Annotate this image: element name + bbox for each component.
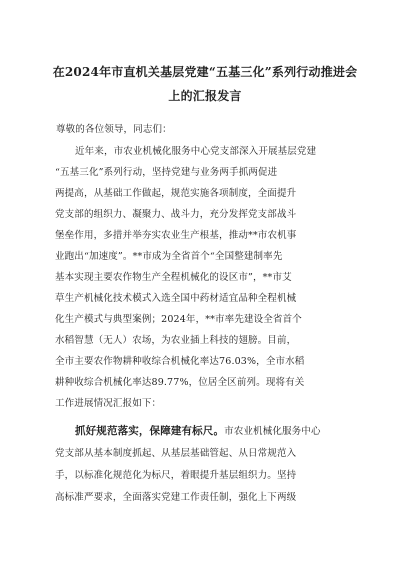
paragraph-line: 手，以标准化规范化为标尺，着眼提升基层组织力。坚持: [55, 470, 297, 481]
salutation: 尊敬的各位领导，同志们：: [56, 124, 172, 135]
section-1-first-line: [75, 425, 321, 438]
paragraph-line: 近年来，市农业机械化服务中心党支部深入开展基层党建: [75, 146, 317, 157]
paragraph-line: 全市主要农作物耕种收综合机械化率达76.03%，全市水稻: [55, 356, 305, 367]
paragraph-line: 高标准严要求，全面落实党建工作责任制，强化上下两级: [55, 492, 297, 503]
paragraph-line: 草生产机械化技术模式入选全国中药材适宜品种全程机械: [55, 293, 297, 304]
paragraph-line: 化生产模式与典型案例；2024年，**市率先建设全省首个: [55, 314, 302, 325]
paragraph-line: 党支部的组织力、凝聚力、战斗力，充分发挥党支部战斗: [55, 209, 297, 220]
paragraph-line: “五基三化”系列行动，坚持党建与业务两手抓两促进: [55, 167, 278, 178]
section-1-first-line-text: 市农业机械化服务中心: [224, 426, 321, 437]
paragraph-line: 两提高，从基础工作做起，规范实施各项制度，全面提升: [55, 188, 297, 199]
paragraph-line: 工作进展情况汇报如下：: [55, 398, 162, 409]
paragraph-line: 堡垒作用，多措并举夯实农业生产根基，推动**市农机事: [55, 230, 297, 241]
section-1-heading: 抓好规范落实，保障建有标尺。: [75, 425, 225, 437]
paragraph-line: 水稻智慧（无人）农场，为农业插上科技的翅膀。目前，: [55, 335, 297, 346]
paragraph-line: 党支部从基本制度抓起、从基层基础管起、从日常规范入: [55, 448, 297, 459]
paragraph-line: 耕种收综合机械化率达89.77%，位居全区前列。现将有关: [55, 377, 305, 388]
document-title-line-1: 在2024年市直机关基层党建“五基三化”系列行动推进会: [52, 65, 358, 79]
paragraph-line: 基本实现主要农作物生产全程机械化的设区市”，**市艾: [55, 272, 292, 283]
paragraph-line: 业跑出“加速度”。**市成为全省首个“全国整建制率先: [55, 251, 283, 262]
document-title-line-2: 上的汇报发言: [168, 89, 242, 103]
